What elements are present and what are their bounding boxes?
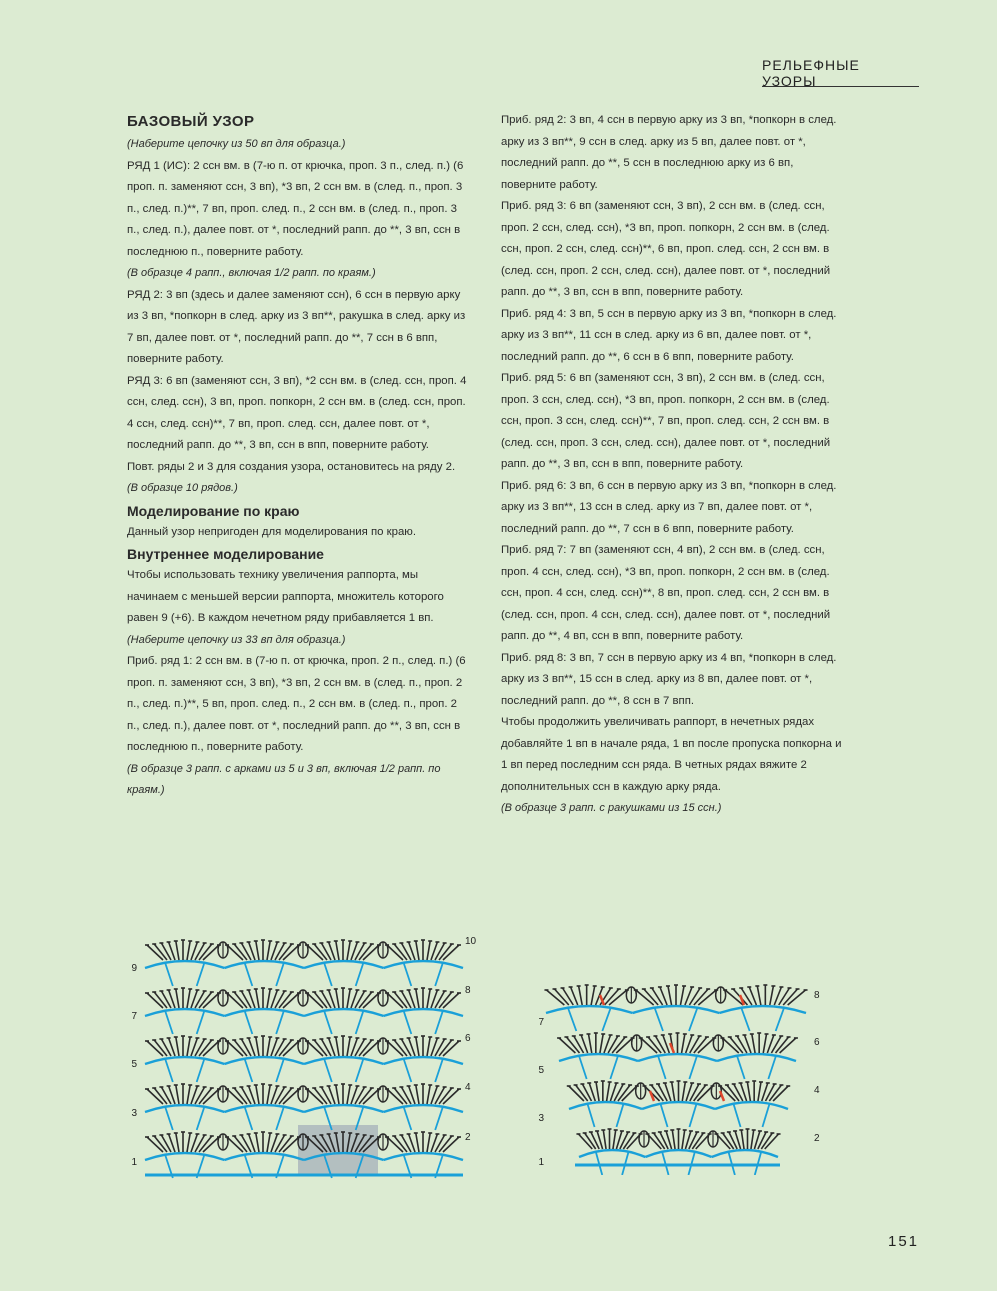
shell-stitch bbox=[187, 1133, 190, 1152]
shell-stitch bbox=[579, 986, 583, 1005]
row-number: 6 bbox=[465, 1033, 471, 1044]
chain-arch bbox=[145, 1057, 225, 1064]
shell-stitch bbox=[347, 1037, 350, 1056]
shell-stitch bbox=[607, 1082, 610, 1101]
cluster-stitch bbox=[737, 1055, 745, 1079]
chain-arch bbox=[719, 1006, 806, 1013]
shell-stitch bbox=[427, 1085, 430, 1104]
inc-row-2-instruction: Приб. ряд 2: 3 вп, 4 ссн в первую арку из 3 вп, *попкорн в след. арку из 3 вп**, 9 ссн в след. арку из 5 вп, далее повт. от *, последний рапп. до **, 5 ссн в последнюю арку из 6 вп, поверните работу. bbox=[501, 114, 837, 191]
chain-arch bbox=[546, 1006, 633, 1013]
shell-stitch bbox=[427, 1037, 430, 1056]
chain-arch bbox=[715, 1102, 788, 1109]
shell-stitch bbox=[416, 989, 419, 1008]
chain-arch bbox=[304, 1057, 384, 1064]
shell-stitch bbox=[256, 1037, 259, 1056]
shell-stitch bbox=[256, 1133, 259, 1152]
section-title: РЕЛЬЕФНЫЕ УЗОРЫ bbox=[762, 60, 919, 87]
shell-stitch bbox=[427, 1133, 430, 1152]
row-number: 4 bbox=[465, 1082, 471, 1093]
row-number: 8 bbox=[465, 985, 471, 996]
shell-stitch bbox=[187, 1085, 190, 1104]
shell-stitch bbox=[347, 1085, 350, 1104]
cluster-stitch bbox=[276, 1058, 284, 1082]
shell-stitch bbox=[751, 1130, 754, 1149]
cluster-stitch bbox=[276, 1010, 284, 1034]
left-text-column bbox=[127, 110, 472, 802]
arches-note: (В образце 3 рапп. с арками из 5 и 3 вп, включая 1/2 рапп. по краям.) bbox=[127, 762, 441, 796]
repeats-note: (В образце 4 рапп., включая 1/2 рапп. по краям.) bbox=[127, 267, 376, 279]
cluster-stitch bbox=[356, 1010, 364, 1034]
row-2-instruction: РЯД 2: 3 вп (здесь и далее заменяют ссн), 6 ссн в первую арку из 3 вп, *попкорн в след. арку из 3 вп**, ракушка в след. арку из 7 вп, далее повт. от *, последний рапп. до **, 7 ссн в 6 впп, поверните работу. bbox=[127, 288, 466, 365]
shell-stitch bbox=[176, 941, 179, 960]
shell-stitch bbox=[591, 986, 595, 1005]
row-number: 1 bbox=[131, 1157, 137, 1168]
shell-stitch bbox=[757, 986, 761, 1005]
shell-stitch bbox=[347, 989, 350, 1008]
shell-stitch bbox=[741, 1130, 744, 1149]
cluster-stitch bbox=[768, 1055, 776, 1079]
chain-arch bbox=[145, 1009, 225, 1016]
shell-stitch bbox=[176, 1085, 179, 1104]
shell-stitch bbox=[603, 1130, 606, 1149]
inc-row-3-instruction: Приб. ряд 3: 6 вп (заменяют ссн, 3 вп), 2 ссн вм. в (след. ссн, проп. 2 ссн, след. ссн), *3 вп, проп. попкорн, 2 ссн вм. в (след. ссн, проп. 2 ссн, след. ссн)**, 6 вп, проп. след. ссн, 2 ссн вм. в (след. ссн, проп. 2 ссн, след. ссн), далее повт. от *, последний рапп. до **, 3 вп, ссн в впп, поверните работу. bbox=[501, 200, 831, 298]
shell-stitch bbox=[267, 941, 270, 960]
cluster-stitch bbox=[579, 1055, 587, 1079]
chain-arch bbox=[633, 1006, 720, 1013]
row-number: 1 bbox=[538, 1157, 544, 1168]
chain-arch bbox=[145, 1105, 225, 1112]
inc-row-6-instruction: Приб. ряд 6: 3 вп, 6 ссн в первую арку из 3 вп, *попкорн в след. арку из 3 вп**, 13 ссн в след. арку из 7 вп, далее повт. от *, последний рапп. до **, 7 ссн в 6 впп, поверните работу. bbox=[501, 479, 837, 535]
shell-stitch bbox=[682, 1082, 685, 1101]
shell-stitch bbox=[336, 1037, 339, 1056]
cluster-stitch bbox=[654, 1007, 663, 1031]
cluster-stitch bbox=[741, 1007, 750, 1031]
cluster-stitch bbox=[244, 962, 252, 986]
cluster-stitch bbox=[244, 1106, 252, 1130]
row-number: 7 bbox=[538, 1017, 544, 1028]
cluster-stitch bbox=[324, 962, 332, 986]
shell-stitch bbox=[187, 941, 190, 960]
shell-stitch bbox=[176, 1133, 179, 1152]
continue-instruction: Чтобы продолжить увеличивать раппорт, в нечетных рядах добавляйте 1 вп в начале ряда, 1 вп после пропуска попкорна и 1 вп перед последним ссн ряда. В четных рядах вяжите 2 дополнительных ссн в каждую арку ряда. bbox=[501, 716, 842, 793]
cluster-stitch bbox=[602, 1007, 611, 1031]
shell-stitch bbox=[747, 1082, 750, 1101]
shell-stitch bbox=[347, 941, 350, 960]
chain-arch bbox=[645, 1150, 711, 1157]
cluster-stitch bbox=[244, 1058, 252, 1082]
cluster-stitch bbox=[324, 1010, 332, 1034]
inner-shaping-heading: Внутреннее моделирование bbox=[127, 546, 324, 562]
row-3-instruction: РЯД 3: 6 вп (заменяют ссн, 3 вп), *2 ссн вм. в (след. ссн, проп. 4 ссн, след. ссн), 3 вп, проп. попкорн, 2 ссн вм. в (след. ссн, проп. 4 ссн, след. ссн)**, 7 вп, проп. след. ссн, далее повт. от *, последний рапп. до **, 3 вп, ссн в впп, поверните работу. bbox=[127, 374, 467, 451]
cluster-stitch bbox=[622, 1151, 629, 1175]
shell-stitch bbox=[256, 941, 259, 960]
shell-stitch bbox=[256, 1085, 259, 1104]
cluster-stitch bbox=[403, 1106, 411, 1130]
inc-row-8-instruction: Приб. ряд 8: 3 вп, 7 ссн в первую арку из 4 вп, *попкорн в след. арку из 3 вп**, 15 ссн в след. арку из 8 вп, далее повт. от *, последний рапп. до **, 8 ссн в 7 впп. bbox=[501, 651, 837, 707]
inc-row-5-instruction: Приб. ряд 5: 6 вп (заменяют ссн, 3 вп), 2 ссн вм. в (след. ссн, проп. 3 ссн, след. ссн), *3 вп, проп. попкорн, 2 ссн вм. в (след. ссн, проп. 3 ссн, след. ссн)**, 7 вп, проп. след. ссн, 2 ссн вм. в (след. ссн, проп. 3 ссн, след. ссн), далее повт. от *, последний рапп. до **, 3 вп, ссн в впп, поверните работу. bbox=[501, 372, 831, 470]
repeat-instruction: Повт. ряды 2 и 3 для создания узора, остановитесь на ряду 2. bbox=[127, 460, 456, 473]
chain-arch bbox=[559, 1054, 638, 1061]
shell-stitch bbox=[680, 986, 684, 1005]
cluster-stitch bbox=[403, 1058, 411, 1082]
chain-arch bbox=[225, 1105, 305, 1112]
row-number: 5 bbox=[131, 1059, 137, 1070]
chain-arch bbox=[225, 961, 305, 968]
cluster-stitch bbox=[689, 1055, 697, 1079]
shell-stitch bbox=[668, 986, 672, 1005]
shell-stitch bbox=[758, 1082, 761, 1101]
chain-arch bbox=[569, 1102, 642, 1109]
shell-stitch bbox=[336, 989, 339, 1008]
shell-stitch bbox=[416, 1133, 419, 1152]
shell-stitch bbox=[267, 1037, 270, 1056]
chain-arch bbox=[642, 1102, 715, 1109]
cluster-stitch bbox=[276, 1106, 284, 1130]
chain-arch bbox=[717, 1054, 796, 1061]
inc-row-4-instruction: Приб. ряд 4: 3 вп, 5 ссн в первую арку из 3 вп, *попкорн в след. арку из 3 вп**, 11 ссн в след. арку из 6 вп, далее повт. от *, последний рапп. до **, 6 ссн в 6 впп, поверните работу. bbox=[501, 307, 837, 363]
cluster-stitch bbox=[197, 1058, 205, 1082]
shell-stitch bbox=[187, 989, 190, 1008]
row-number: 3 bbox=[538, 1113, 544, 1124]
shell-stitch bbox=[682, 1034, 685, 1053]
chain-arch bbox=[145, 961, 225, 968]
shell-stitch bbox=[416, 1085, 419, 1104]
inc-row-1-instruction: Приб. ряд 1: 2 ссн вм. в (7-ю п. от крючка, проп. 2 п., след. п.) (6 проп. п. заменяют ссн, 3 вп), *3 вп, 2 ссн вм. в (след. п., проп. 2 п., след. п.)**, 5 вп, проп. след. п., 2 ссн вм. в (след. п., проп. 2 п., след. п.), далее повт. от *, последний рапп. до **, 3 вп, ссн в последнюю п., поверните работу. bbox=[127, 655, 466, 753]
cluster-stitch bbox=[324, 1058, 332, 1082]
chain-arch bbox=[384, 961, 464, 968]
cluster-stitch bbox=[165, 1106, 173, 1130]
inner-shaping-text: Чтобы использовать технику увеличения раппорта, мы начинаем с меньшей версии раппорта, множитель которого равен 9 (+6). В каждом нечетном ряду прибавляется 1 вп. bbox=[127, 569, 444, 624]
inc-row-7-instruction: Приб. ряд 7: 7 вп (заменяют ссн, 4 вп), 2 ссн вм. в (след. ссн, проп. 4 ссн, след. ссн), *3 вп, проп. попкорн, 2 ссн вм. в (след. ссн, проп. 4 ссн, след. ссн)**, 8 вп, проп. след. ссн, 2 ссн вм. в (след. ссн, проп. 4 ссн, след. ссн), далее повт. от *, последний рапп. до **, 4 вп, ссн в впп, поверните работу. bbox=[501, 544, 831, 642]
pattern-title: БАЗОВЫЙ УЗОР bbox=[127, 113, 255, 130]
cluster-stitch bbox=[728, 1151, 735, 1175]
shell-stitch bbox=[336, 941, 339, 960]
right-text-column bbox=[501, 110, 846, 820]
cluster-stitch bbox=[660, 1103, 667, 1127]
cluster-stitch bbox=[776, 1007, 785, 1031]
shell-stitch bbox=[427, 941, 430, 960]
cluster-stitch bbox=[762, 1103, 769, 1127]
shell-stitch bbox=[672, 1130, 675, 1149]
row-number: 8 bbox=[814, 990, 820, 1001]
cluster-stitch bbox=[435, 962, 443, 986]
chain-arch bbox=[384, 1105, 464, 1112]
shell-stitch bbox=[613, 1130, 616, 1149]
cluster-stitch bbox=[244, 1010, 252, 1034]
cluster-stitch bbox=[435, 1058, 443, 1082]
crochet-chart-basic bbox=[125, 920, 485, 1185]
shell-stitch bbox=[176, 989, 179, 1008]
shell-stitch bbox=[416, 941, 419, 960]
chain-arch bbox=[579, 1150, 645, 1157]
cluster-stitch bbox=[197, 1010, 205, 1034]
shell-stitch bbox=[176, 1037, 179, 1056]
cluster-stitch bbox=[356, 1058, 364, 1082]
chain-arch bbox=[384, 1009, 464, 1016]
row-number: 5 bbox=[538, 1065, 544, 1076]
cluster-stitch bbox=[755, 1151, 762, 1175]
rows-note: (В образце 10 рядов.) bbox=[127, 482, 238, 494]
cluster-stitch bbox=[610, 1055, 618, 1079]
cluster-stitch bbox=[435, 1106, 443, 1130]
cluster-stitch bbox=[733, 1103, 740, 1127]
shell-stitch bbox=[416, 1037, 419, 1056]
cluster-stitch bbox=[403, 962, 411, 986]
cluster-stitch bbox=[688, 1151, 695, 1175]
shell-stitch bbox=[267, 1085, 270, 1104]
shell-stitch bbox=[336, 1085, 339, 1104]
row-number: 6 bbox=[814, 1037, 820, 1048]
chain-arch bbox=[225, 1153, 305, 1160]
cluster-stitch bbox=[165, 1058, 173, 1082]
chain-arch bbox=[304, 961, 384, 968]
cluster-stitch bbox=[165, 1010, 173, 1034]
chain-arch bbox=[712, 1150, 778, 1157]
row-number: 2 bbox=[814, 1133, 820, 1144]
cluster-stitch bbox=[587, 1103, 594, 1127]
chain-arch bbox=[638, 1054, 717, 1061]
page-number: 151 bbox=[888, 1233, 920, 1250]
shell-stitch bbox=[770, 986, 774, 1005]
shell-stitch bbox=[682, 1130, 685, 1149]
edge-shaping-heading: Моделирование по краю bbox=[127, 502, 300, 519]
shell-stitch bbox=[588, 1034, 591, 1053]
row-number: 4 bbox=[814, 1085, 820, 1096]
cluster-stitch bbox=[689, 1007, 698, 1031]
shell-stitch bbox=[267, 1133, 270, 1152]
cluster-stitch bbox=[689, 1103, 696, 1127]
row-number: 2 bbox=[465, 1132, 471, 1143]
cast-on-note-2: (Наберите цепочку из 33 вп для образца.) bbox=[127, 633, 346, 646]
cluster-stitch bbox=[276, 962, 284, 986]
shells-note: (В образце 3 рапп. с ракушками из 15 ссн.) bbox=[501, 802, 722, 814]
cast-on-note: (Наберите цепочку из 50 вп для образца.) bbox=[127, 138, 346, 150]
edge-shaping-text: Данный узор непригоден для моделирования по краю. bbox=[127, 525, 416, 538]
shell-stitch bbox=[427, 989, 430, 1008]
cluster-stitch bbox=[435, 1010, 443, 1034]
shell-stitch bbox=[187, 1037, 190, 1056]
row-number: 7 bbox=[131, 1011, 137, 1022]
chain-arch bbox=[384, 1153, 464, 1160]
shell-stitch bbox=[763, 1034, 766, 1053]
chain-arch bbox=[145, 1153, 225, 1160]
cluster-stitch bbox=[616, 1103, 623, 1127]
cluster-stitch bbox=[356, 962, 364, 986]
row-1-instruction: РЯД 1 (ИС): 2 ссн вм. в (7-ю п. от крючка, проп. 3 п., след. п.) (6 проп. п. заменяют ссн, 3 вп), *3 вп, 2 ссн вм. в (след. п., проп. 3 п., след. п.)**, 7 вп, проп. след. п., 2 ссн вм. в (след. п., проп. 3 п., след. п.), далее повт. от *, последний рапп. до **, 3 вп, ссн в последнюю п., поверните работу. bbox=[127, 159, 464, 258]
shell-stitch bbox=[267, 989, 270, 1008]
cluster-stitch bbox=[165, 962, 173, 986]
crochet-chart-increase bbox=[530, 965, 830, 1175]
row-number: 3 bbox=[131, 1108, 137, 1119]
chain-arch bbox=[225, 1057, 305, 1064]
chain-arch bbox=[384, 1057, 464, 1064]
cluster-stitch bbox=[403, 1010, 411, 1034]
row-number: 10 bbox=[465, 936, 477, 947]
cluster-stitch bbox=[568, 1007, 577, 1031]
cluster-stitch bbox=[662, 1151, 669, 1175]
shell-stitch bbox=[752, 1034, 755, 1053]
shell-stitch bbox=[256, 989, 259, 1008]
chain-arch bbox=[304, 1009, 384, 1016]
chain-arch bbox=[304, 1105, 384, 1112]
chain-arch bbox=[225, 1009, 305, 1016]
row-number: 9 bbox=[131, 963, 137, 974]
shell-stitch bbox=[596, 1082, 599, 1101]
cluster-stitch bbox=[197, 962, 205, 986]
shell-stitch bbox=[600, 1034, 603, 1053]
cluster-stitch bbox=[658, 1055, 666, 1079]
cluster-stitch bbox=[197, 1106, 205, 1130]
cluster-stitch bbox=[596, 1151, 603, 1175]
shell-stitch bbox=[672, 1082, 675, 1101]
